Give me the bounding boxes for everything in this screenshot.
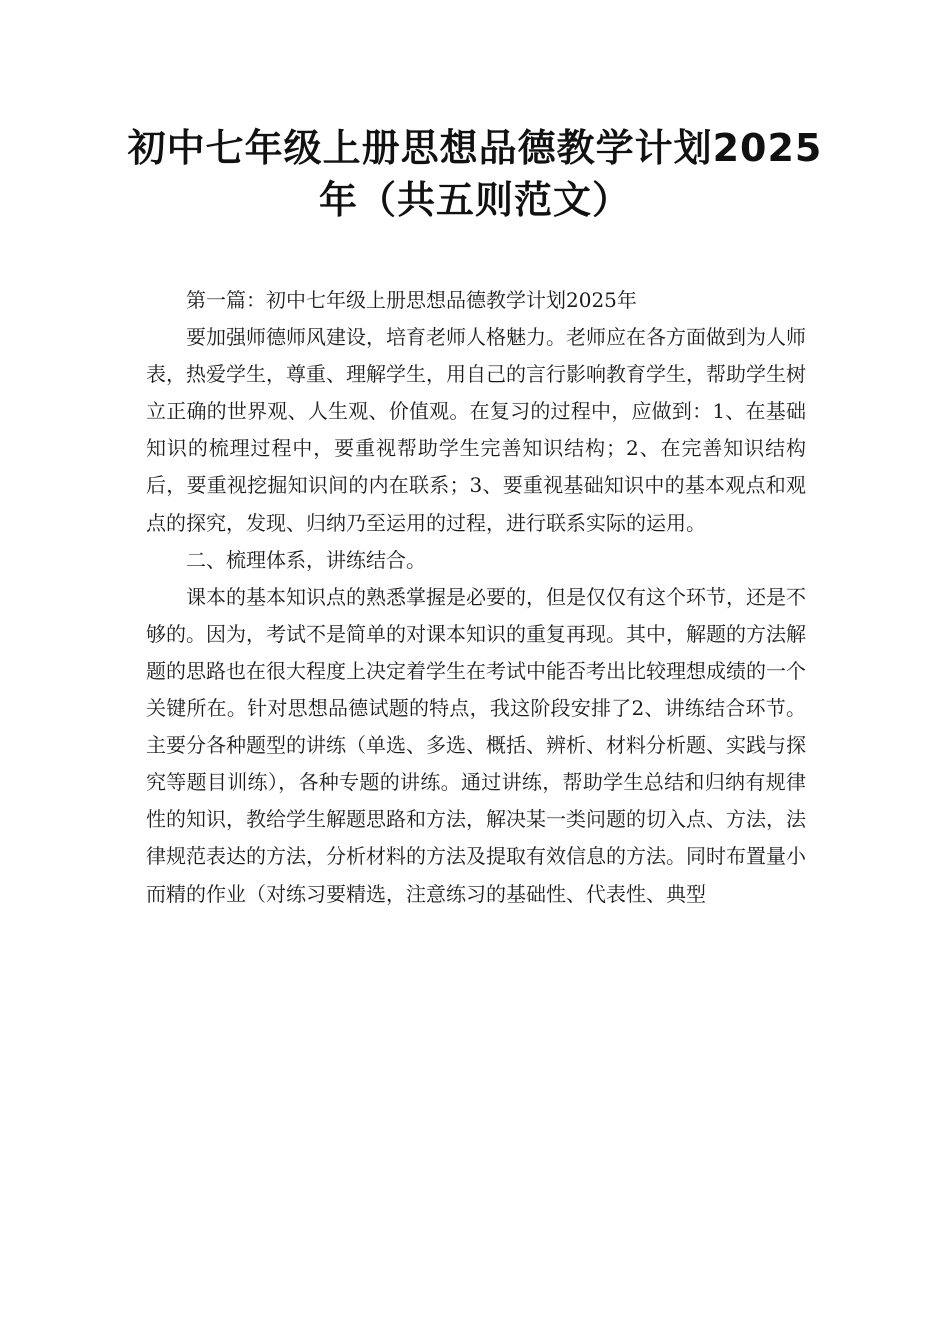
section-heading: 第一篇：初中七年级上册思想品德教学计划2025年 [186, 288, 637, 312]
body-paragraph: 课本的基本知识点的熟悉掌握是必要的，但是仅仅有这个环节，还是不够的。因为，考试不是简单的对课本知识的重复再现。其中，解题的方法解题的思路也在很大程度上决定着学生在考试中能否考出比较理想成绩的一个关键所在。针对思想品德试题的特点，我这阶段安排了2、讲练结合环节。主要分各种题型的讲练（单选、多选、概括、辨析、材料分析题、实践与探究等题目训练），各种专题的讲练。通过讲练，帮助学生总结和归纳有规律性的知识，教给学生解题思路和方法，解决某一类问题的切入点、方法，法律规范表达的方法，分析材料的方法及提取有效信息的方法。同时布置量小而精的作业（对练习要精选，注意练习的基础性、代表性、典型 [146, 584, 806, 906]
body-paragraph: 要加强师德师风建设，培育老师人格魅力。老师应在各方面做到为人师表，热爱学生，尊重、理解学生，用自己的言行影响教育学生，帮助学生树立正确的世界观、人生观、价值观。在复习的过程中，应做到：1、在基础知识的梳理过程中，要重视帮助学生完善知识结构；2、在完善知识结构后，要重视挖掘知识间的内在联系；3、要重视基础知识中的基本观点和观点的探究，发现、归纳乃至运用的过程，进行联系实际的运用。 [146, 325, 806, 535]
subsection-heading: 二、梳理体系，讲练结合。 [186, 547, 426, 572]
document-title: 初中七年级上册思想品德教学计划2025年（共五则范文） [127, 126, 823, 222]
document-body [146, 282, 806, 913]
